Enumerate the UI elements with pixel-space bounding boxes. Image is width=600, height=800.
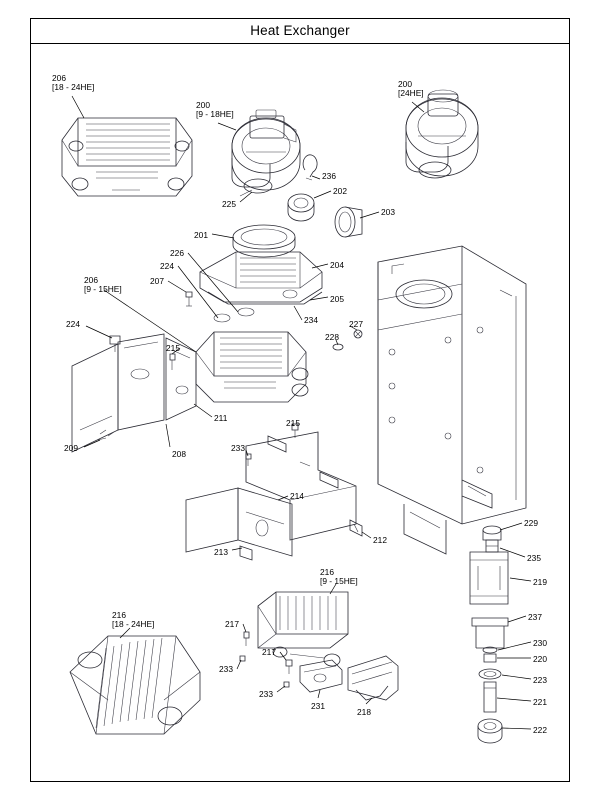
callout-212 xyxy=(373,536,387,546)
callout-228 xyxy=(325,333,339,343)
callout-number: 215 xyxy=(286,418,300,428)
callout-number: 234 xyxy=(304,315,318,325)
callout-qualifier: [9 - 15HE] xyxy=(320,576,358,587)
callout-number: 223 xyxy=(533,675,547,685)
callout-215a xyxy=(166,344,180,354)
callout-207 xyxy=(150,277,164,287)
callout-231 xyxy=(311,702,325,712)
callout-number: 208 xyxy=(172,449,186,459)
callout-number: 229 xyxy=(524,518,538,528)
callout-number: 217 xyxy=(262,647,276,657)
callout-203 xyxy=(381,208,395,218)
callout-qualifier: [18 - 24HE] xyxy=(52,82,95,93)
callout-number: 228 xyxy=(325,332,339,342)
callout-number: 225 xyxy=(222,199,236,209)
callout-qualifier: [9 - 18HE] xyxy=(196,109,234,120)
callout-204 xyxy=(330,261,344,271)
callout-number: 206 xyxy=(52,73,66,83)
callout-number: 209 xyxy=(64,443,78,453)
callout-223 xyxy=(533,676,547,686)
callout-number: 219 xyxy=(533,577,547,587)
callout-qualifier: [9 - 15HE] xyxy=(84,284,122,295)
callout-number: 216 xyxy=(320,567,334,577)
callout-224a xyxy=(160,262,174,272)
callout-237 xyxy=(528,613,542,623)
callout-235 xyxy=(527,554,541,564)
callout-226 xyxy=(170,249,184,259)
callout-number: 221 xyxy=(533,697,547,707)
callout-220 xyxy=(533,655,547,665)
callout-number: 230 xyxy=(533,638,547,648)
callout-233b xyxy=(219,665,233,675)
callout-229 xyxy=(524,519,538,529)
callout-206b xyxy=(84,276,122,295)
callout-number: 200 xyxy=(196,100,210,110)
callout-215b xyxy=(286,419,300,429)
callout-number: 233 xyxy=(219,664,233,674)
callout-213 xyxy=(214,548,228,558)
callout-number: 211 xyxy=(214,413,228,423)
callout-number: 236 xyxy=(322,171,336,181)
callout-225 xyxy=(222,200,236,210)
callout-224b xyxy=(66,320,80,330)
callout-number: 213 xyxy=(214,547,228,557)
callout-214 xyxy=(290,492,304,502)
callout-211 xyxy=(214,414,227,424)
callout-233a xyxy=(231,444,245,454)
callout-236 xyxy=(322,172,336,182)
callout-qualifier: [18 - 24HE] xyxy=(112,619,155,630)
callout-number: 237 xyxy=(528,612,542,622)
callout-number: 218 xyxy=(357,707,371,717)
callout-number: 203 xyxy=(381,207,395,217)
callout-234 xyxy=(304,316,318,326)
callout-qualifier: [24HE] xyxy=(398,88,424,99)
diagram-border xyxy=(30,18,570,782)
callout-216b xyxy=(112,611,154,630)
callout-number: 214 xyxy=(290,491,304,501)
callout-number: 205 xyxy=(330,294,344,304)
callout-208 xyxy=(172,450,186,460)
callout-number: 212 xyxy=(373,535,387,545)
callout-number: 233 xyxy=(259,689,273,699)
callout-number: 217 xyxy=(225,619,239,629)
callout-number: 224 xyxy=(66,319,80,329)
callout-218 xyxy=(357,708,371,718)
callout-222 xyxy=(533,726,547,736)
page-title: Heat Exchanger xyxy=(250,23,350,38)
callout-230 xyxy=(533,639,547,649)
callout-number: 201 xyxy=(194,230,208,240)
callout-219 xyxy=(533,578,547,588)
callout-number: 204 xyxy=(330,260,344,270)
callout-200a xyxy=(196,101,234,120)
callout-217a xyxy=(225,620,239,630)
callout-200b xyxy=(398,80,424,99)
callout-number: 227 xyxy=(349,319,363,329)
callout-number: 235 xyxy=(527,553,541,563)
callout-201 xyxy=(194,231,208,241)
callout-number: 231 xyxy=(311,701,325,711)
callout-number: 233 xyxy=(231,443,245,453)
callout-221 xyxy=(533,698,547,708)
callout-number: 226 xyxy=(170,248,184,258)
callout-233c xyxy=(259,690,273,700)
callout-209 xyxy=(64,444,78,454)
callout-number: 224 xyxy=(160,261,174,271)
callout-217b xyxy=(262,648,276,658)
callout-206a xyxy=(52,74,94,93)
diagram-title-bar xyxy=(30,18,570,44)
callout-216a xyxy=(320,568,358,587)
callout-number: 207 xyxy=(150,276,164,286)
callout-number: 216 xyxy=(112,610,126,620)
callout-number: 215 xyxy=(166,343,180,353)
callout-205 xyxy=(330,295,344,305)
callout-227 xyxy=(349,320,363,330)
callout-number: 222 xyxy=(533,725,547,735)
callout-202 xyxy=(333,187,347,197)
callout-number: 206 xyxy=(84,275,98,285)
callout-number: 200 xyxy=(398,79,412,89)
callout-number: 202 xyxy=(333,186,347,196)
callout-number: 220 xyxy=(533,654,547,664)
